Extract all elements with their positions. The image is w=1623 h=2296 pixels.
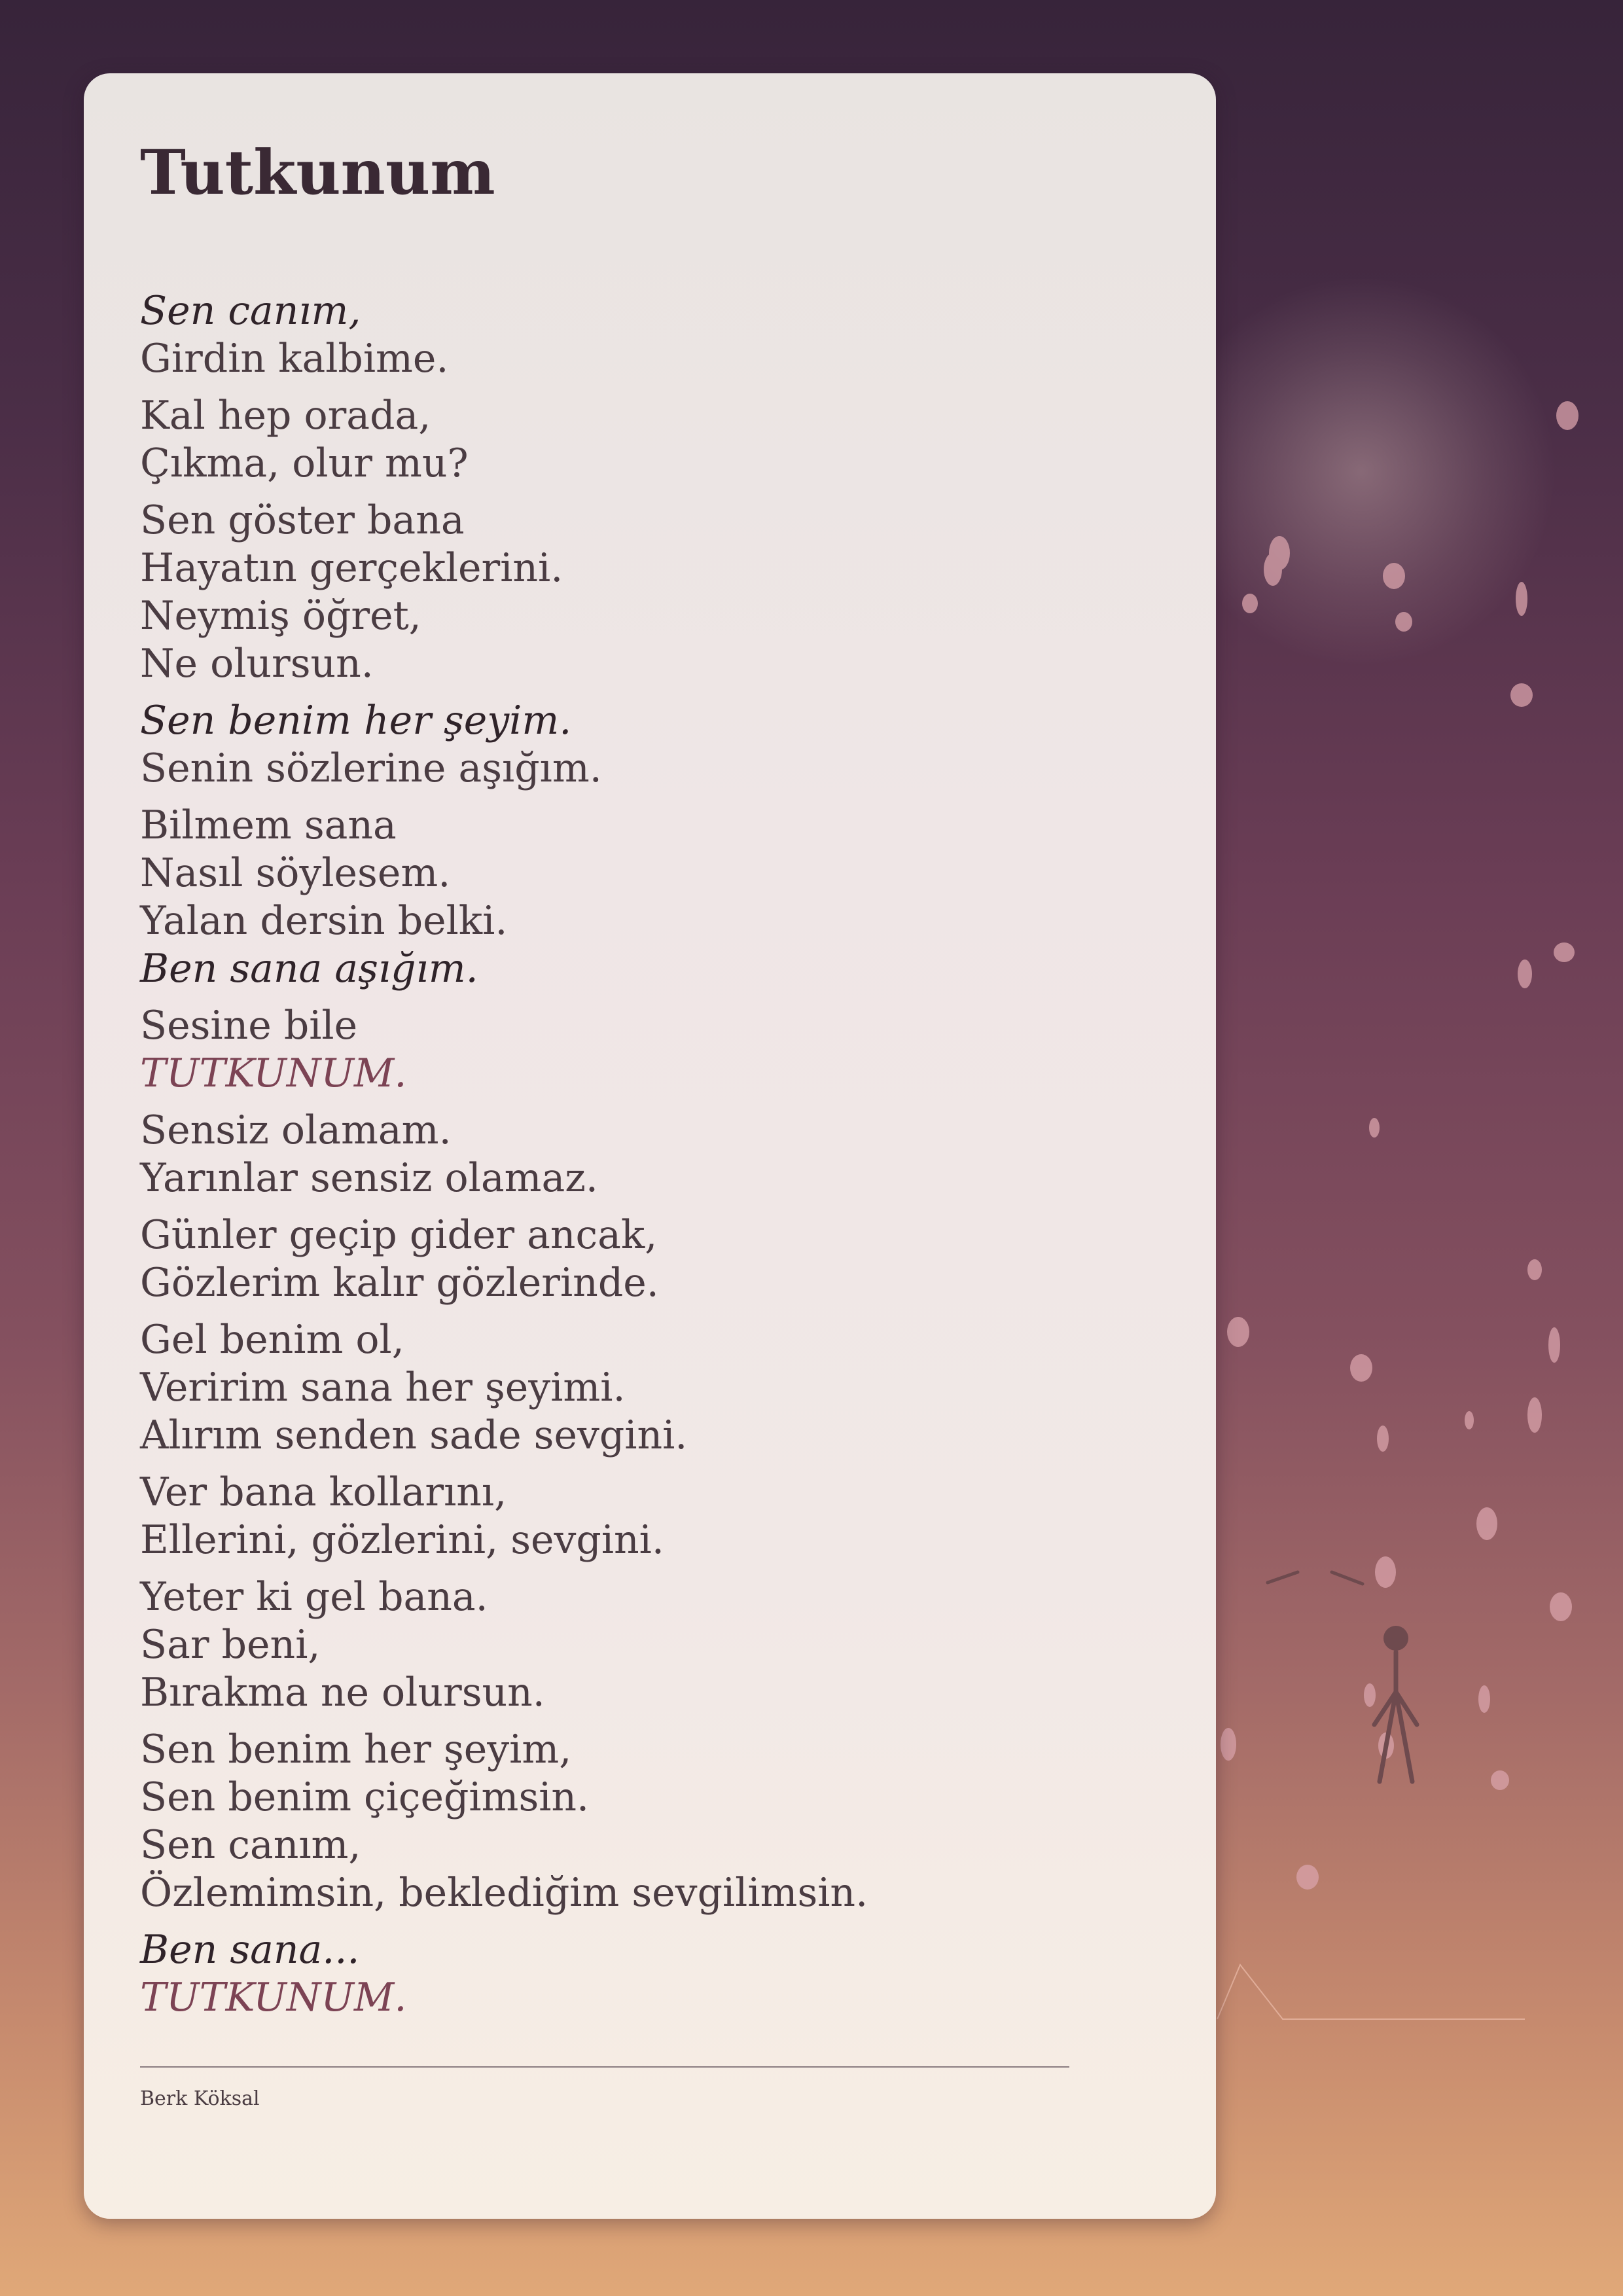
poem-line: Sensiz olamam. — [140, 1107, 452, 1153]
petal — [1510, 683, 1533, 707]
bird — [1268, 1572, 1298, 1583]
poem-line: Yarınlar sensiz olamaz. — [140, 1155, 598, 1201]
ground-line — [1217, 1965, 1525, 2019]
poem-line: Yeter ki gel bana. — [140, 1573, 488, 1620]
poem-line: Ellerini, gözlerini, sevgini. — [140, 1516, 664, 1563]
poem-line: Gözlerim kalır gözlerinde. — [140, 1259, 659, 1306]
stanza — [140, 1211, 1160, 1307]
poem-line: Özlemimsin, beklediğim sevgilimsin. — [140, 1869, 868, 1916]
poem-line: Senin sözlerine aşığım. — [140, 745, 602, 791]
petal — [1264, 553, 1282, 586]
stanza — [140, 497, 1160, 688]
petal — [1221, 1728, 1236, 1761]
poem-line: Çıkma, olur mu? — [140, 440, 469, 486]
petal — [1556, 401, 1578, 430]
stanza — [140, 392, 1160, 488]
petal — [1527, 1397, 1542, 1433]
poem-line: Ben sana aşığım. — [140, 945, 478, 992]
birds — [1268, 1572, 1363, 1584]
petal — [1369, 1118, 1380, 1138]
stanza — [140, 287, 1160, 383]
stanza — [140, 1469, 1160, 1564]
petal — [1554, 942, 1575, 962]
poem-line: Günler geçip gider ancak, — [140, 1211, 658, 1258]
poem-refrain: TUTKUNUM. — [140, 1974, 407, 2020]
petal — [1478, 1685, 1490, 1713]
petal — [1227, 1317, 1249, 1347]
poem-body — [140, 287, 1160, 2022]
poem-line: Bırakma ne olursun. — [140, 1669, 545, 1715]
poem-line: Sen canım, — [140, 1821, 361, 1868]
poem-card — [84, 73, 1216, 2219]
poem-line: Yalan dersin belki. — [140, 897, 508, 944]
petal — [1465, 1411, 1474, 1429]
petal — [1375, 1556, 1396, 1588]
stanza — [140, 1002, 1160, 1098]
poem-line: Ver bana kollarını, — [140, 1469, 507, 1515]
stanza — [140, 1726, 1160, 1917]
poem-line: Girdin kalbime. — [140, 335, 449, 382]
poem-line: Sen benim her şeyim. — [140, 697, 572, 744]
stick-figure — [1374, 1626, 1417, 1782]
poem-line: Neymiş öğret, — [140, 592, 421, 639]
stanza — [140, 1573, 1160, 1717]
petal — [1350, 1354, 1372, 1382]
poem-line: Hayatın gerçeklerini. — [140, 545, 563, 591]
poem-line: Sen göster bana — [140, 497, 465, 543]
bird — [1332, 1572, 1363, 1584]
petal — [1516, 582, 1527, 616]
petal — [1296, 1865, 1319, 1890]
poem-line: Veririm sana her şeyimi. — [140, 1364, 626, 1410]
poem-line: Sen canım, — [140, 287, 361, 334]
falling-petals — [1221, 401, 1578, 1890]
stanza — [140, 802, 1160, 993]
petal — [1383, 563, 1405, 589]
poem-line: Ne olursun. — [140, 640, 374, 687]
petal — [1550, 1592, 1572, 1621]
stanza — [140, 1107, 1160, 1202]
poem-line: Gel benim ol, — [140, 1316, 404, 1363]
petal — [1377, 1426, 1389, 1452]
petal — [1364, 1683, 1376, 1707]
poem-line: Sen benim çiçeğimsin. — [140, 1774, 590, 1820]
petal — [1518, 960, 1532, 988]
stick-figure-head — [1383, 1626, 1408, 1651]
stanza — [140, 1926, 1160, 2022]
poem-line: Ben sana... — [140, 1926, 360, 1973]
poem-line: Bilmem sana — [140, 802, 397, 848]
petal — [1548, 1327, 1560, 1363]
poem-title: Tutkunum — [140, 137, 495, 209]
poem-line: Nasıl söylesem. — [140, 850, 451, 896]
poem-line: Sesine bile — [140, 1002, 358, 1049]
stanza — [140, 697, 1160, 793]
petal — [1476, 1507, 1497, 1540]
poem-line: Sar beni, — [140, 1621, 321, 1668]
poem-line: Alırım senden sade sevgini. — [140, 1412, 688, 1458]
petal — [1395, 612, 1412, 632]
poem-refrain: TUTKUNUM. — [140, 1050, 407, 1096]
author-name: Berk Köksal — [140, 2087, 260, 2110]
petal — [1242, 594, 1258, 613]
stanza — [140, 1316, 1160, 1460]
divider — [140, 2066, 1069, 2068]
petal — [1491, 1770, 1509, 1790]
poem-line: Kal hep orada, — [140, 392, 431, 439]
petal — [1527, 1259, 1542, 1280]
poem-line: Sen benim her şeyim, — [140, 1726, 572, 1772]
